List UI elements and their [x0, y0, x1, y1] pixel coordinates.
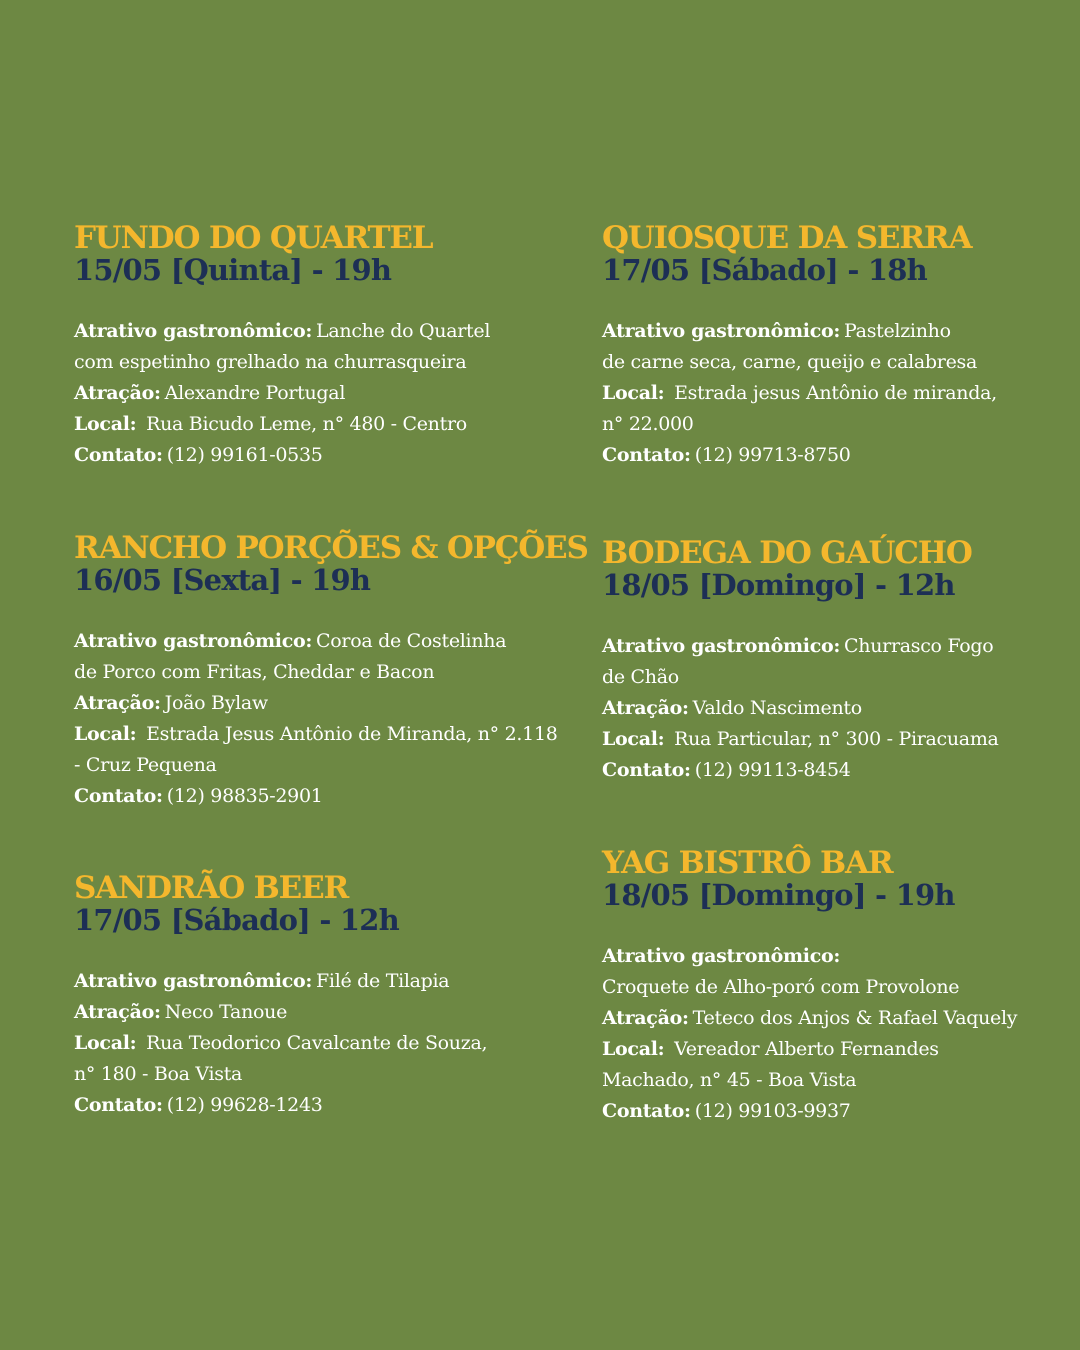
event-date: 18/05 [Domingo] - 12h: [602, 568, 955, 602]
atracao-value: Teteco dos Anjos & Rafael Vaquely: [692, 1007, 1018, 1029]
atracao-label: Atração:: [602, 1007, 689, 1029]
contato-label: Contato:: [602, 1100, 691, 1122]
contato-value: (12) 99103-9937: [694, 1100, 851, 1122]
gastro-value-cont: com espetinho grelhado na churrasqueira: [74, 351, 467, 373]
local-value-cont: Machado, n° 45 - Boa Vista: [602, 1069, 857, 1091]
gastro-label: Atrativo gastronômico:: [74, 970, 313, 992]
local-label: Local:: [74, 413, 137, 435]
gastro-value: Pastelzinho: [844, 320, 951, 342]
contato-value: (12) 99713-8750: [694, 444, 851, 466]
gastro-value: Lanche do Quartel: [316, 320, 491, 342]
event-details: [602, 941, 1062, 1127]
atracao-label: Atração:: [74, 382, 161, 404]
event-yag-bistro-bar: [602, 847, 1062, 1127]
contato-label: Contato:: [602, 759, 691, 781]
atracao-value: Alexandre Portugal: [164, 382, 346, 404]
event-details: [602, 316, 1062, 471]
event-title: YAG BISTRÔ BAR: [602, 845, 893, 881]
local-value: Rua Bicudo Leme, n° 480 - Centro: [146, 413, 467, 435]
atracao-value: Valdo Nascimento: [692, 697, 862, 719]
contato-value: (12) 98835-2901: [166, 785, 323, 807]
contato-value: (12) 99113-8454: [694, 759, 851, 781]
event-title: FUNDO DO QUARTEL: [74, 220, 433, 256]
local-label: Local:: [602, 382, 665, 404]
contato-label: Contato:: [74, 785, 163, 807]
event-date: 17/05 [Sábado] - 18h: [602, 253, 927, 287]
gastro-value-cont: de carne seca, carne, queijo e calabresa: [602, 351, 977, 373]
gastro-value: Croquete de Alho-poró com Provolone: [602, 976, 960, 998]
event-title: SANDRÃO BEER: [74, 870, 349, 906]
event-bodega-do-gaucho: [602, 537, 1062, 786]
atracao-value: João Bylaw: [164, 692, 268, 714]
event-details: [602, 631, 1062, 786]
gastro-value: Filé de Tilapia: [316, 970, 450, 992]
local-label: Local:: [602, 728, 665, 750]
local-value-cont: n° 22.000: [602, 413, 694, 435]
local-label: Local:: [74, 1032, 137, 1054]
event-date: 17/05 [Sábado] - 12h: [74, 903, 399, 937]
contato-value: (12) 99628-1243: [166, 1094, 323, 1116]
contato-label: Contato:: [74, 444, 163, 466]
atracao-label: Atração:: [602, 697, 689, 719]
atracao-value: Neco Tanoue: [164, 1001, 288, 1023]
local-label: Local:: [602, 1038, 665, 1060]
event-sandrao-beer: [74, 872, 534, 1121]
gastro-label: Atrativo gastronômico:: [74, 320, 313, 342]
local-label: Local:: [74, 723, 137, 745]
atracao-label: Atração:: [74, 1001, 161, 1023]
local-value: Estrada jesus Antônio de miranda,: [674, 382, 997, 404]
event-details: [74, 966, 534, 1121]
event-date: 18/05 [Domingo] - 19h: [602, 878, 955, 912]
contato-label: Contato:: [602, 444, 691, 466]
gastro-value: Churrasco Fogo: [844, 635, 994, 657]
event-quiosque-da-serra: [602, 222, 1062, 471]
event-date: 15/05 [Quinta] - 19h: [74, 253, 392, 287]
local-value: Estrada Jesus Antônio de Miranda, n° 2.118: [146, 723, 558, 745]
local-value: Rua Teodorico Cavalcante de Souza,: [146, 1032, 488, 1054]
local-value-cont: - Cruz Pequena: [74, 754, 217, 776]
contato-label: Contato:: [74, 1094, 163, 1116]
event-details: [74, 316, 534, 471]
event-title: BODEGA DO GAÚCHO: [602, 535, 972, 571]
atracao-label: Atração:: [74, 692, 161, 714]
gastro-label: Atrativo gastronômico:: [602, 945, 841, 967]
event-title: QUIOSQUE DA SERRA: [602, 220, 972, 256]
local-value-cont: n° 180 - Boa Vista: [74, 1063, 243, 1085]
event-rancho-porcoes-opcoes: [74, 530, 588, 812]
event-title: RANCHO PORÇÕES & OPÇÕES: [74, 530, 588, 566]
gastro-label: Atrativo gastronômico:: [602, 635, 841, 657]
gastro-value-cont: de Porco com Fritas, Cheddar e Bacon: [74, 661, 435, 683]
event-fundo-do-quartel: [74, 222, 534, 471]
local-value: Vereador Alberto Fernandes: [674, 1038, 939, 1060]
contato-value: (12) 99161-0535: [166, 444, 323, 466]
event-details: [74, 626, 558, 812]
local-value: Rua Particular, n° 300 - Piracuama: [674, 728, 999, 750]
gastro-label: Atrativo gastronômico:: [74, 630, 313, 652]
gastro-value: Coroa de Costelinha: [316, 630, 507, 652]
gastro-label: Atrativo gastronômico:: [602, 320, 841, 342]
gastro-value-cont: de Chão: [602, 666, 679, 688]
event-date: 16/05 [Sexta] - 19h: [74, 563, 371, 597]
